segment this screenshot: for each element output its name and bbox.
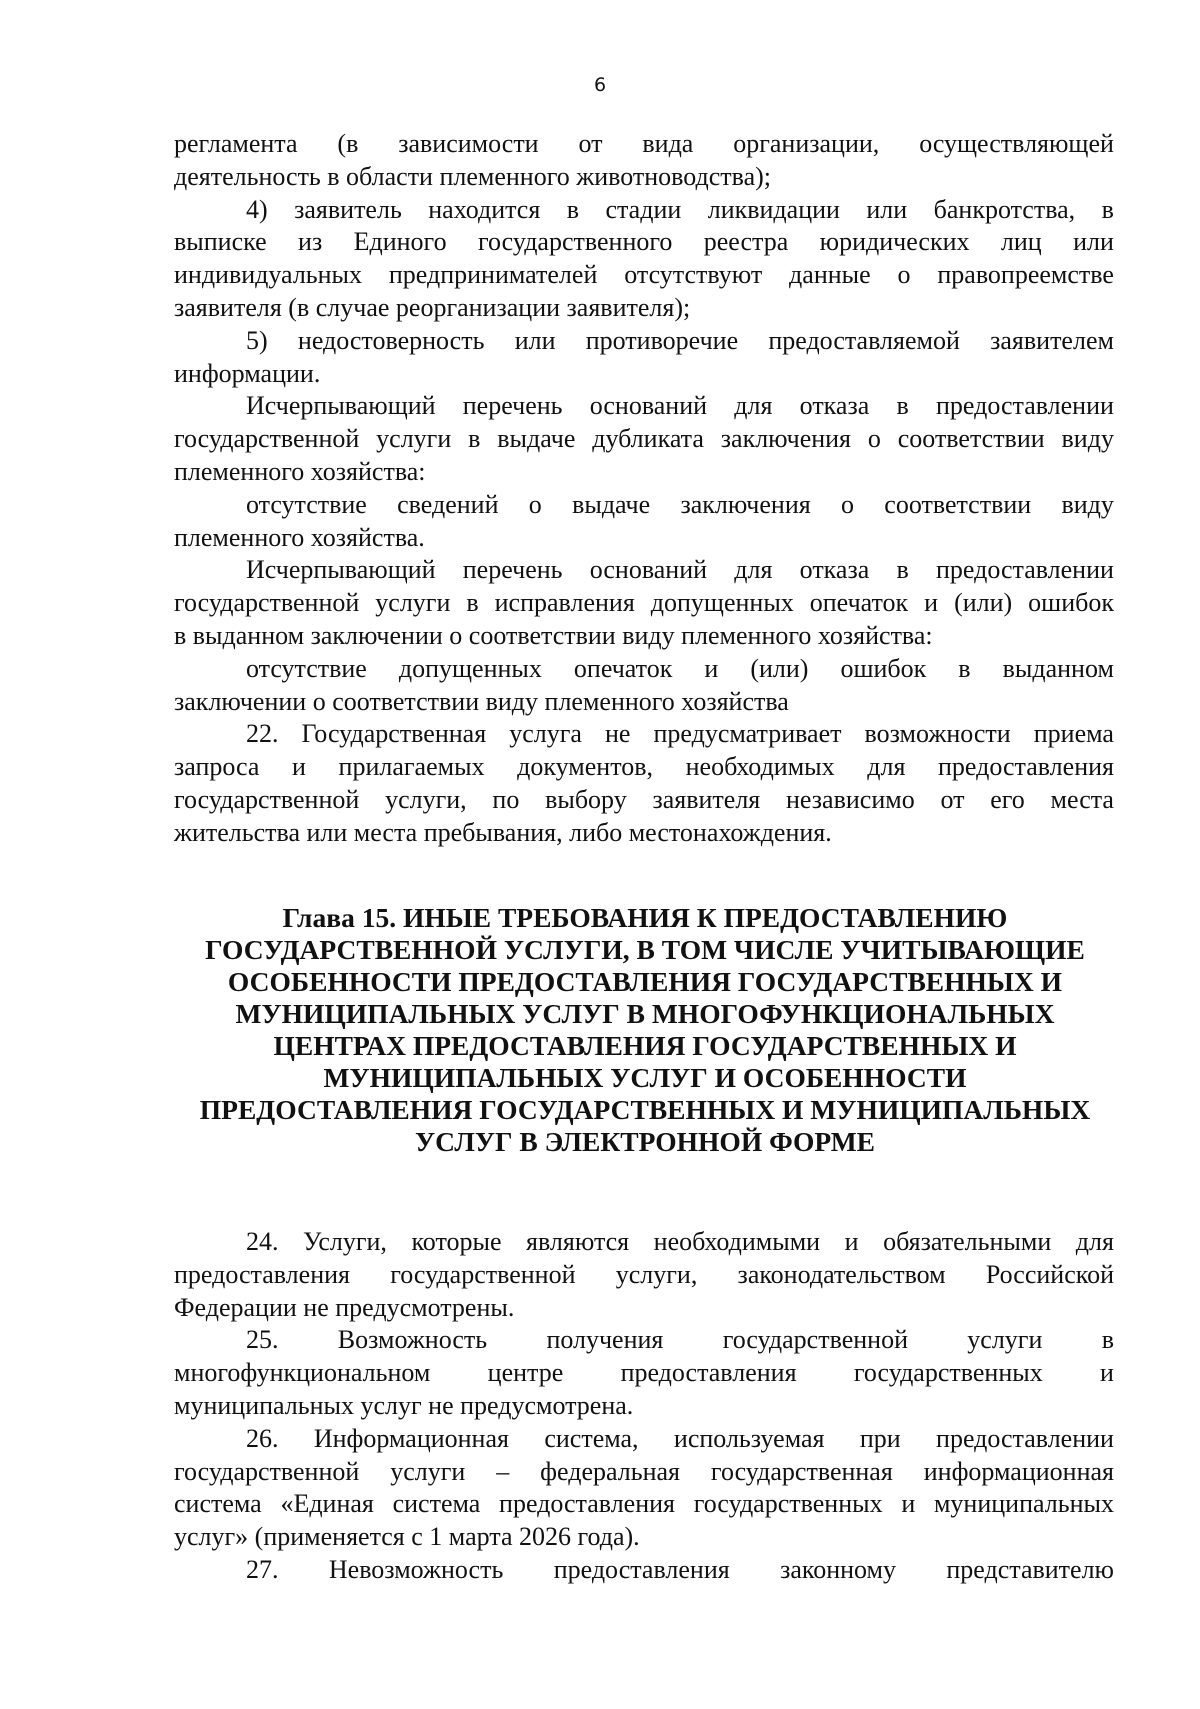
- text-line: услуг» (применяется с 1 марта 2026 года).: [174, 1522, 640, 1552]
- text-line: Исчерпывающий перечень оснований для отказа в предоставлении: [246, 555, 1114, 585]
- page-number: 6: [593, 74, 607, 96]
- text-line: предоставления государственной услуги, законодательством Российской: [174, 1259, 1114, 1289]
- heading-line: ЦЕНТРАХ ПРЕДОСТАВЛЕНИЯ ГОСУДАРСТВЕННЫХ И: [273, 1030, 1017, 1061]
- text-line: 24. Услуги, которые являются необходимыми и обязательными для: [246, 1227, 1114, 1256]
- text-line: муниципальных услуг не предусмотрена.: [174, 1390, 634, 1420]
- text-line: государственной услуги в исправления допущенных опечаток и (или) ошибок: [174, 588, 1114, 618]
- text-block-2: [174, 1226, 1114, 1587]
- text-line: выписке из Единого государственного реестра юридических лиц или: [174, 227, 1114, 257]
- heading-line: ОСОБЕННОСТИ ПРЕДОСТАВЛЕНИЯ ГОСУДАРСТВЕННЫХ И: [227, 966, 1063, 997]
- text-line: заявителя (в случае реорганизации заявителя);: [174, 292, 691, 322]
- text-line: отсутствие сведений о выдаче заключения о соответствии виду: [246, 489, 1114, 519]
- text-line: регламента (в зависимости от вида организации, осуществляющей: [174, 129, 1114, 158]
- text-line: 27. Невозможность предоставления законному представителю: [246, 1554, 1114, 1584]
- text-line: деятельность в области племенного животноводства);: [174, 161, 771, 191]
- text-line: заключении о соответствии виду племенного хозяйства: [174, 686, 789, 716]
- text-line: система «Единая система предоставления государственных и муниципальных: [174, 1489, 1114, 1519]
- text-line: 22. Государственная услуга не предусматривает возможности приема: [246, 719, 1114, 749]
- text-line: 25. Возможность получения государственной услуги в: [246, 1325, 1114, 1355]
- text-line: 4) заявитель находится в стадии ликвидации или банкротства, в: [246, 194, 1114, 224]
- text-line: многофункциональном центре предоставления государственных и: [174, 1358, 1114, 1388]
- text-line: информации.: [174, 358, 321, 388]
- text-line: Исчерпывающий перечень оснований для отказа в предоставлении: [246, 391, 1114, 421]
- text-line: государственной услуги в выдаче дубликата заключения о соответствии виду: [174, 424, 1114, 454]
- text-line: племенного хозяйства:: [174, 456, 426, 486]
- chapter-heading: [150, 902, 1140, 1158]
- heading-line: МУНИЦИПАЛЬНЫХ УСЛУГ И ОСОБЕННОСТИ: [323, 1062, 967, 1093]
- text-line: запроса и прилагаемых документов, необходимых для предоставления: [174, 752, 1114, 782]
- text-line: индивидуальных предпринимателей отсутствуют данные о правопреемстве: [174, 260, 1114, 290]
- text-line: Федерации не предусмотрены.: [174, 1292, 515, 1322]
- heading-line: ГОСУДАРСТВЕННОЙ УСЛУГИ, В ТОМ ЧИСЛЕ УЧИТЫВАЮЩИЕ: [205, 934, 1085, 965]
- heading-line: ПРЕДОСТАВЛЕНИЯ ГОСУДАРСТВЕННЫХ И МУНИЦИПАЛЬНЫХ: [199, 1094, 1091, 1125]
- text-line: государственной услуги, по выбору заявителя независимо от его места: [174, 784, 1114, 814]
- text-line: племенного хозяйства.: [174, 522, 425, 552]
- heading-line: МУНИЦИПАЛЬНЫХ УСЛУГ В МНОГОФУНКЦИОНАЛЬНЫХ: [235, 998, 1055, 1029]
- text-line: 26. Информационная система, используемая при предоставлении: [246, 1423, 1114, 1453]
- text-line: отсутствие допущенных опечаток и (или) ошибок в выданном: [246, 653, 1114, 683]
- text-line: жительства или места пребывания, либо местонахождения.: [174, 817, 832, 847]
- text-line: государственной услуги – федеральная государственная информационная: [174, 1456, 1114, 1486]
- text-line: в выданном заключении о соответствии виду племенного хозяйства:: [174, 620, 933, 650]
- heading-line: УСЛУГ В ЭЛЕКТРОННОЙ ФОРМЕ: [414, 1126, 876, 1157]
- text-line: 5) недостоверность или противоречие предоставляемой заявителем: [246, 325, 1114, 355]
- text-block-1: [174, 128, 1114, 850]
- heading-line: Глава 15. ИНЫЕ ТРЕБОВАНИЯ К ПРЕДОСТАВЛЕНИЮ: [282, 902, 1008, 933]
